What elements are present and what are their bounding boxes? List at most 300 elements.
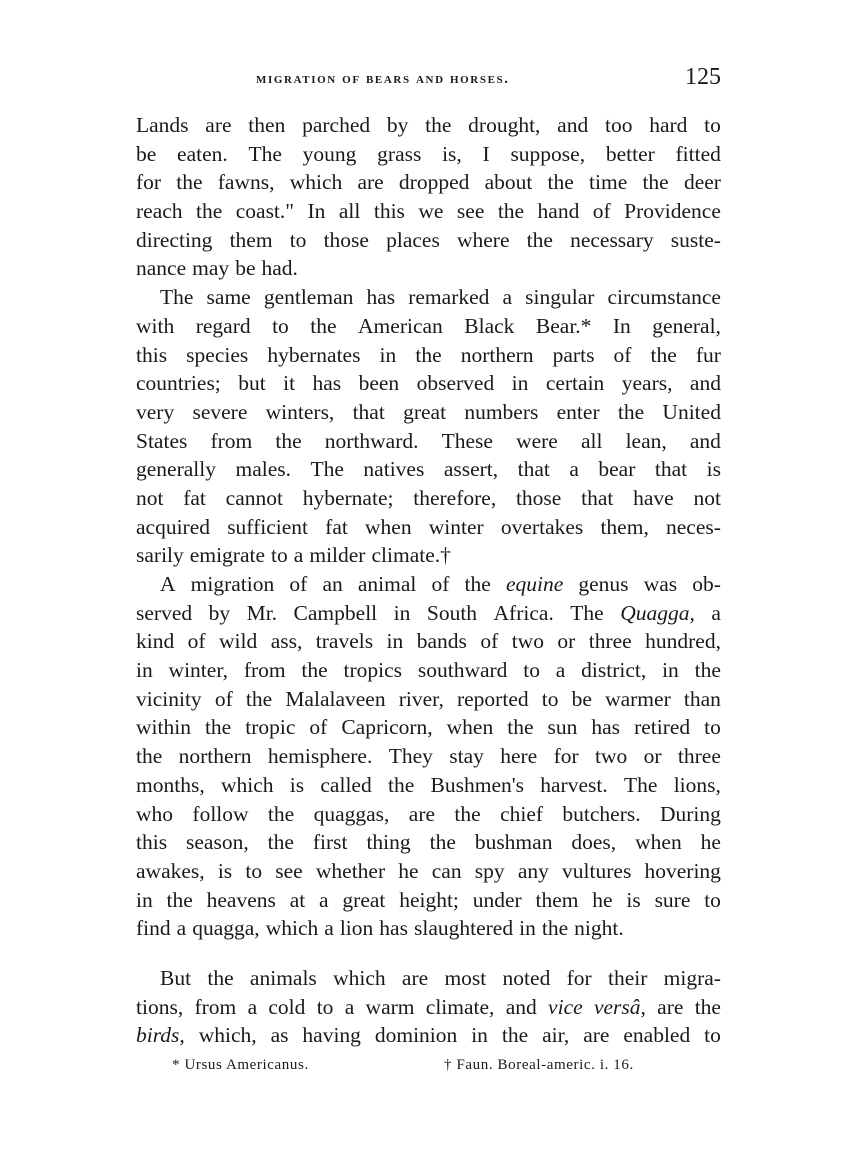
word: During xyxy=(660,801,721,826)
word: Campbell xyxy=(293,600,378,625)
word: acquired xyxy=(136,514,211,539)
text-line xyxy=(136,914,721,943)
word: In xyxy=(612,313,631,338)
word: a xyxy=(247,994,258,1019)
word: milder xyxy=(309,543,366,568)
word: fat xyxy=(325,514,348,539)
word: hand xyxy=(537,199,580,224)
word: them xyxy=(535,887,579,912)
word: from xyxy=(194,994,237,1019)
word: emigrate xyxy=(189,543,266,568)
word: thing xyxy=(366,830,411,855)
word: the xyxy=(464,572,491,596)
word: I xyxy=(482,141,490,166)
text-line xyxy=(136,685,721,714)
word: sure xyxy=(654,887,691,912)
word: vice xyxy=(548,994,583,1019)
word: any xyxy=(517,858,549,883)
word: versâ, xyxy=(593,994,646,1019)
word: three xyxy=(677,744,721,769)
word: animal xyxy=(357,572,417,596)
word: months, xyxy=(136,772,205,797)
word: the xyxy=(429,830,456,855)
word: species xyxy=(186,342,249,367)
word: the xyxy=(507,715,534,740)
word: nance xyxy=(136,256,187,281)
word: the xyxy=(642,170,669,195)
word: deer xyxy=(683,170,721,195)
word: bands xyxy=(416,629,467,654)
word: that xyxy=(352,399,385,424)
word: Lands xyxy=(136,113,189,137)
word: a xyxy=(324,916,334,941)
word: is xyxy=(706,457,721,482)
word: kind xyxy=(136,629,175,654)
word: are xyxy=(583,1023,610,1048)
word: two xyxy=(511,629,544,654)
word: of xyxy=(431,572,450,596)
word: to xyxy=(316,994,334,1019)
word: northern xyxy=(460,342,534,367)
word: whether xyxy=(315,858,386,883)
word: sun xyxy=(547,715,578,740)
text-line xyxy=(136,828,721,857)
word: Bushmen's xyxy=(430,772,524,797)
word: Quagga, xyxy=(620,600,695,625)
text-line xyxy=(136,713,721,742)
word: of xyxy=(187,629,206,654)
word: which, xyxy=(198,1023,257,1048)
word: the xyxy=(166,887,193,912)
word: their xyxy=(607,965,648,990)
word: those xyxy=(323,227,369,252)
word: in xyxy=(471,1023,488,1048)
word: the xyxy=(425,113,452,137)
word: where xyxy=(456,227,510,252)
word: by xyxy=(386,113,409,137)
word: tropics xyxy=(343,658,403,683)
word: southward xyxy=(417,658,508,683)
word: overtakes xyxy=(500,514,584,539)
word: of xyxy=(592,199,611,224)
word: then xyxy=(248,113,286,137)
word: has xyxy=(379,916,408,941)
word: A xyxy=(160,572,176,596)
word: genus xyxy=(578,572,629,596)
word: is xyxy=(217,858,233,883)
word: all xyxy=(580,428,603,453)
word: wild xyxy=(219,629,258,654)
word: be xyxy=(235,256,256,281)
word: ob- xyxy=(692,572,721,596)
word: vicinity xyxy=(136,686,202,711)
word: he xyxy=(592,887,613,912)
word: was xyxy=(643,572,678,596)
word: have xyxy=(633,485,674,510)
word: to xyxy=(289,227,307,252)
word: as xyxy=(270,1023,289,1048)
word: a xyxy=(569,457,579,482)
word: an xyxy=(322,572,343,596)
word: has xyxy=(591,715,621,740)
word: for xyxy=(553,744,579,769)
word: than xyxy=(683,686,721,711)
word: assert, xyxy=(443,457,499,482)
word: the xyxy=(176,170,203,195)
word: suppose, xyxy=(510,141,586,166)
word: South xyxy=(426,600,478,625)
word: be xyxy=(136,141,157,166)
word: climate, xyxy=(425,994,495,1019)
text-line xyxy=(136,513,721,542)
word: them xyxy=(229,227,273,252)
word: natives xyxy=(363,457,425,482)
word: They xyxy=(388,744,433,769)
word: within xyxy=(136,715,191,740)
word: winter, xyxy=(168,658,228,683)
word: may xyxy=(192,256,230,281)
word: the xyxy=(387,772,415,797)
word: see xyxy=(275,858,303,883)
word: regard xyxy=(195,313,251,338)
word: to xyxy=(704,113,721,137)
word: to xyxy=(523,658,540,683)
word: is xyxy=(289,772,305,797)
word: to xyxy=(272,313,289,338)
word: a xyxy=(319,887,329,912)
text-line xyxy=(136,857,721,886)
text-line xyxy=(136,111,721,140)
word: to xyxy=(704,1023,721,1048)
text-line xyxy=(136,197,721,226)
word: observed xyxy=(416,371,495,396)
word: years, xyxy=(621,371,673,396)
word: a xyxy=(502,285,513,310)
word: two xyxy=(595,744,628,769)
text-line xyxy=(136,656,721,685)
running-head xyxy=(136,64,721,94)
word: and xyxy=(689,371,721,396)
word: The xyxy=(248,141,282,166)
word: when xyxy=(635,830,682,855)
word: remarked xyxy=(408,285,490,310)
word: dropped xyxy=(398,170,470,195)
word: he xyxy=(398,858,419,883)
running-title: migration of bears and horses. xyxy=(256,71,510,87)
word: which xyxy=(289,170,343,195)
word: see xyxy=(456,199,485,224)
text-line xyxy=(136,964,721,993)
word: has xyxy=(312,371,342,396)
word: American xyxy=(358,313,443,338)
word: had. xyxy=(261,256,298,281)
word: first xyxy=(312,830,348,855)
word: a xyxy=(293,543,304,568)
word: general, xyxy=(652,313,721,338)
word: lean, xyxy=(625,428,667,453)
word: be xyxy=(571,686,592,711)
text-line xyxy=(136,484,721,513)
word: harvest. xyxy=(540,772,608,797)
word: Malalaveen xyxy=(285,686,386,711)
word: the xyxy=(541,916,569,941)
word: fur xyxy=(695,342,721,367)
word: butchers. xyxy=(562,801,641,826)
text-line xyxy=(136,455,721,484)
word: in xyxy=(379,342,397,367)
word: migration xyxy=(190,572,275,596)
word: Bear.* xyxy=(535,313,592,338)
word: the xyxy=(526,227,553,252)
word: grass xyxy=(377,141,422,166)
word: gentleman xyxy=(263,285,354,310)
word: vultures xyxy=(562,858,632,883)
word: to xyxy=(704,887,721,912)
word: in xyxy=(662,658,679,683)
word: reported xyxy=(456,686,529,711)
word: Africa. xyxy=(493,600,554,625)
word: which xyxy=(265,916,319,941)
word: birds, xyxy=(136,1023,185,1048)
word: of xyxy=(289,572,308,596)
word: this xyxy=(136,830,168,855)
word: are xyxy=(657,994,684,1019)
word: the xyxy=(301,658,328,683)
paragraph-gap xyxy=(136,943,721,964)
word: sarily xyxy=(136,543,184,568)
word: for xyxy=(566,965,592,990)
word: in xyxy=(136,658,153,683)
word: hybernate; xyxy=(302,485,394,510)
footnote-ursus: * Ursus Americanus. xyxy=(172,1057,309,1073)
word: certain xyxy=(545,371,605,396)
word: with xyxy=(136,313,175,338)
word: lions, xyxy=(673,772,721,797)
word: served xyxy=(136,600,193,625)
word: tropic xyxy=(245,715,296,740)
word: fitted xyxy=(675,141,721,166)
word: from xyxy=(243,658,286,683)
word: to xyxy=(704,715,721,740)
word: equine xyxy=(505,572,564,596)
word: enabled xyxy=(623,1023,691,1048)
word: been xyxy=(358,371,400,396)
word: were xyxy=(516,428,558,453)
word: same xyxy=(206,285,251,310)
word: directing xyxy=(136,227,213,252)
word: eaten. xyxy=(177,141,228,166)
word: stay xyxy=(449,744,484,769)
word: spy xyxy=(474,858,505,883)
footnotes xyxy=(136,1057,721,1079)
word: animals xyxy=(249,965,317,990)
word: males. xyxy=(235,457,292,482)
word: it xyxy=(283,371,296,396)
word: in xyxy=(393,600,411,625)
text-line xyxy=(136,427,721,456)
text-line xyxy=(136,341,721,370)
word: the xyxy=(694,994,721,1019)
word: the xyxy=(245,686,273,711)
word: the xyxy=(454,801,481,826)
word: generally xyxy=(136,457,216,482)
text-line xyxy=(136,1021,721,1050)
word: travels xyxy=(315,629,374,654)
word: a xyxy=(555,658,566,683)
word: which xyxy=(333,965,386,990)
word: all xyxy=(338,199,361,224)
word: countries; xyxy=(136,371,221,396)
word: are xyxy=(408,801,436,826)
word: lion xyxy=(339,916,374,941)
word: ass, xyxy=(270,629,303,654)
word: quagga, xyxy=(192,916,260,941)
word: in xyxy=(511,371,529,396)
text-line xyxy=(136,771,721,800)
word: numbers xyxy=(464,399,539,424)
word: the xyxy=(267,801,295,826)
word: These xyxy=(441,428,493,453)
word: at xyxy=(289,887,306,912)
word: very xyxy=(136,399,175,424)
word: the xyxy=(196,199,223,224)
word: dominion xyxy=(374,1023,458,1048)
footnote-fauna: † Faun. Boreal-americ. i. 16. xyxy=(444,1057,634,1073)
word: to xyxy=(271,543,288,568)
word: when xyxy=(365,514,412,539)
word: severe xyxy=(192,399,248,424)
word: the xyxy=(310,313,337,338)
word: neces- xyxy=(666,514,721,539)
word: or xyxy=(557,629,576,654)
text-line xyxy=(136,570,721,599)
word: the xyxy=(207,965,234,990)
word: therefore, xyxy=(413,485,497,510)
word: better xyxy=(605,141,655,166)
word: cannot xyxy=(225,485,283,510)
word: drought, xyxy=(468,113,541,137)
word: but xyxy=(238,371,266,396)
word: the xyxy=(275,428,302,453)
word: sufficient xyxy=(227,514,308,539)
word: fawns, xyxy=(217,170,275,195)
word: not xyxy=(136,485,164,510)
text-line xyxy=(136,283,721,312)
word: them, xyxy=(600,514,649,539)
word: by xyxy=(208,600,231,625)
text-line xyxy=(136,627,721,656)
word: winter xyxy=(428,514,484,539)
word: of xyxy=(309,715,328,740)
word: the xyxy=(497,199,525,224)
word: about xyxy=(484,170,533,195)
word: enter xyxy=(556,399,600,424)
word: are xyxy=(401,965,429,990)
word: we xyxy=(418,199,444,224)
word: northward. xyxy=(324,428,419,453)
word: air, xyxy=(542,1023,570,1048)
word: that xyxy=(581,485,614,510)
word: great xyxy=(342,887,386,912)
word: for xyxy=(136,170,162,195)
word: the xyxy=(136,744,163,769)
word: circumstance xyxy=(607,285,721,310)
text-line xyxy=(136,369,721,398)
word: warmer xyxy=(605,686,671,711)
text-line xyxy=(136,226,721,255)
word: a xyxy=(711,600,721,625)
word: that xyxy=(654,457,688,482)
word: the xyxy=(694,658,721,683)
word: cold xyxy=(268,994,306,1019)
word: noted xyxy=(502,965,551,990)
text-line xyxy=(136,599,721,628)
word: hybernates xyxy=(267,342,361,367)
word: retired xyxy=(634,715,691,740)
word: great xyxy=(403,399,447,424)
word: parts xyxy=(552,342,595,367)
word: climate.† xyxy=(371,543,451,568)
word: chief xyxy=(500,801,544,826)
word: that xyxy=(517,457,550,482)
word: from xyxy=(210,428,253,453)
word: In xyxy=(307,199,326,224)
word: under xyxy=(472,887,522,912)
word: not xyxy=(693,485,721,510)
word: in xyxy=(136,887,153,912)
text-line xyxy=(136,140,721,169)
word: which xyxy=(220,772,274,797)
word: quaggas, xyxy=(313,801,390,826)
body-text xyxy=(136,111,721,1050)
word: The xyxy=(310,457,344,482)
word: to xyxy=(245,858,263,883)
text-line xyxy=(136,742,721,771)
word: The xyxy=(160,285,194,310)
word: migra- xyxy=(663,965,721,990)
word: a xyxy=(344,994,355,1019)
word: singular xyxy=(525,285,595,310)
word: three xyxy=(588,629,632,654)
word: a xyxy=(176,916,187,941)
text-line xyxy=(136,886,721,915)
word: those xyxy=(515,485,562,510)
word: in xyxy=(386,629,404,654)
word: are xyxy=(357,170,384,195)
word: Black xyxy=(464,313,515,338)
word: winters, xyxy=(265,399,335,424)
word: bear xyxy=(598,457,636,482)
word: having xyxy=(302,1023,361,1048)
page-number: 125 xyxy=(685,64,721,90)
word: tions, xyxy=(136,994,184,1019)
text-line xyxy=(136,541,721,570)
word: are xyxy=(205,113,232,137)
word: is, xyxy=(442,141,462,166)
word: hard xyxy=(649,113,688,137)
word: of xyxy=(480,629,499,654)
word: season, xyxy=(186,830,249,855)
word: or xyxy=(643,744,662,769)
word: suste- xyxy=(670,227,721,252)
word: the xyxy=(501,1023,529,1048)
word: Capricorn, xyxy=(341,715,433,740)
word: of xyxy=(214,686,233,711)
word: northern xyxy=(178,744,252,769)
word: he xyxy=(700,830,721,855)
word: can xyxy=(431,858,462,883)
word: and xyxy=(557,113,589,137)
